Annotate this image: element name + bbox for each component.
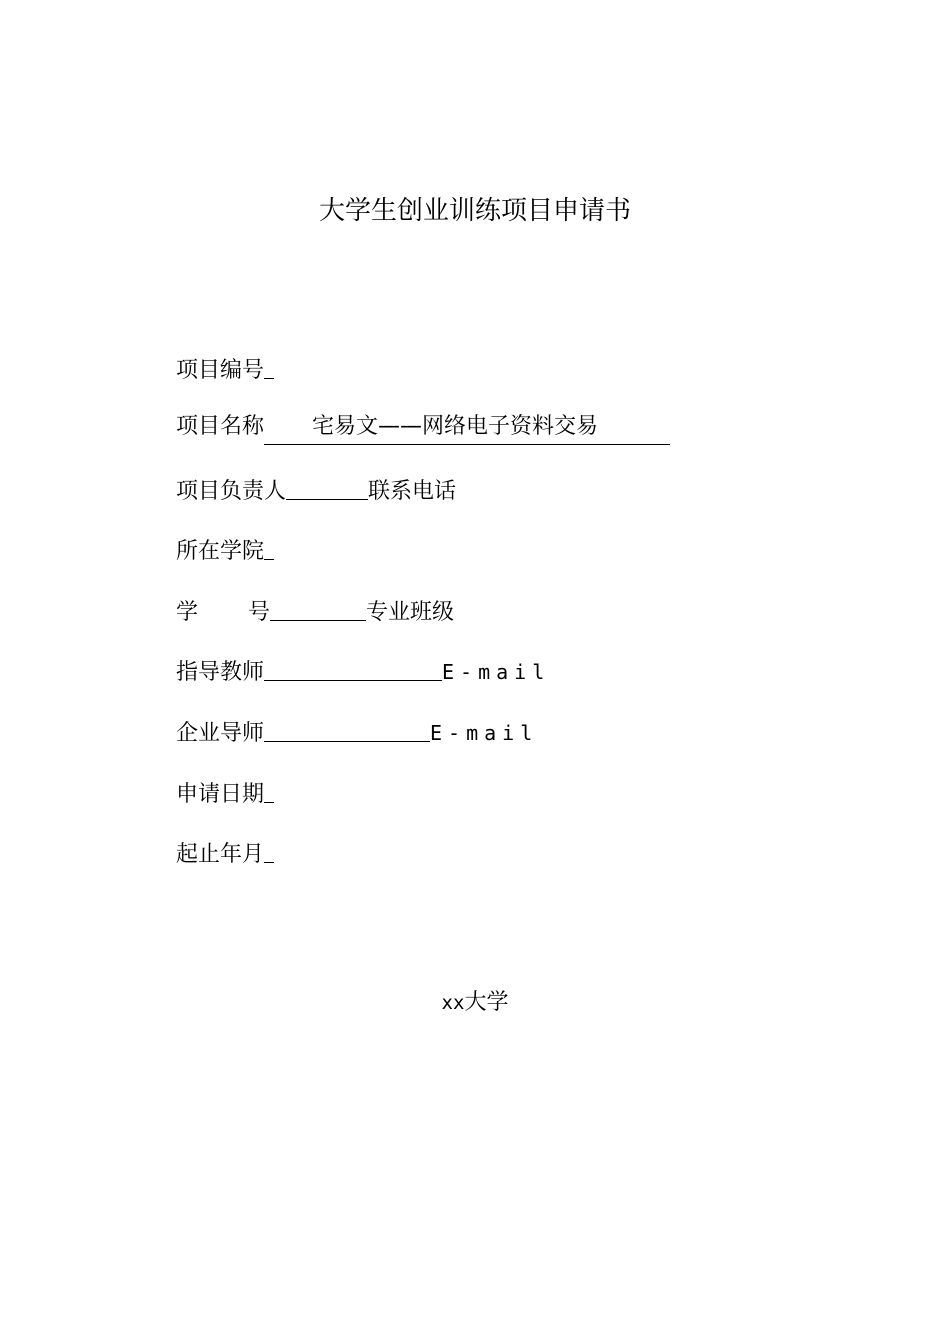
major-class-label: 专业班级 — [366, 600, 455, 625]
project-number-label: 项目编号 — [176, 358, 265, 383]
field-student-id — [176, 592, 454, 626]
student-id-label-char2: 号 — [248, 600, 271, 625]
advisor-label: 指导教师 — [176, 660, 265, 685]
application-date-label: 申请日期 — [176, 782, 265, 807]
field-period — [176, 834, 274, 868]
student-id-input[interactable] — [270, 594, 366, 621]
field-project-number — [176, 350, 274, 384]
enterprise-mentor-email-label: E-mail — [430, 721, 539, 745]
project-leader-label: 项目负责人 — [176, 479, 287, 504]
project-number-input[interactable] — [264, 352, 274, 379]
page-title: 大学生创业训练项目申请书 — [318, 196, 631, 226]
field-advisor — [176, 652, 550, 686]
period-input[interactable] — [264, 836, 274, 863]
student-id-label-char1: 学 — [176, 600, 199, 625]
contact-phone-label: 联系电话 — [368, 479, 457, 504]
application-date-input[interactable] — [264, 776, 274, 803]
field-project-leader — [176, 471, 456, 505]
field-project-name — [176, 410, 670, 444]
project-name-value: 宅易文——网络电子资料交易 — [312, 414, 599, 439]
project-leader-input[interactable] — [286, 473, 368, 500]
college-label: 所在学院 — [176, 539, 265, 564]
university-name — [0, 986, 950, 1020]
project-name-input[interactable] — [264, 410, 670, 445]
field-enterprise-mentor — [176, 713, 538, 747]
field-college — [176, 531, 274, 565]
advisor-input[interactable] — [264, 654, 442, 681]
field-application-date — [176, 774, 274, 808]
period-label: 起止年月 — [176, 842, 265, 867]
student-id-label — [176, 596, 270, 630]
advisor-email-label: E-mail — [442, 660, 551, 684]
college-input[interactable] — [264, 533, 274, 560]
enterprise-mentor-input[interactable] — [264, 715, 430, 742]
project-name-label: 项目名称 — [176, 414, 265, 439]
university-prefix: xx — [441, 992, 465, 1014]
enterprise-mentor-label: 企业导师 — [176, 721, 265, 746]
university-suffix: 大学 — [464, 990, 509, 1015]
